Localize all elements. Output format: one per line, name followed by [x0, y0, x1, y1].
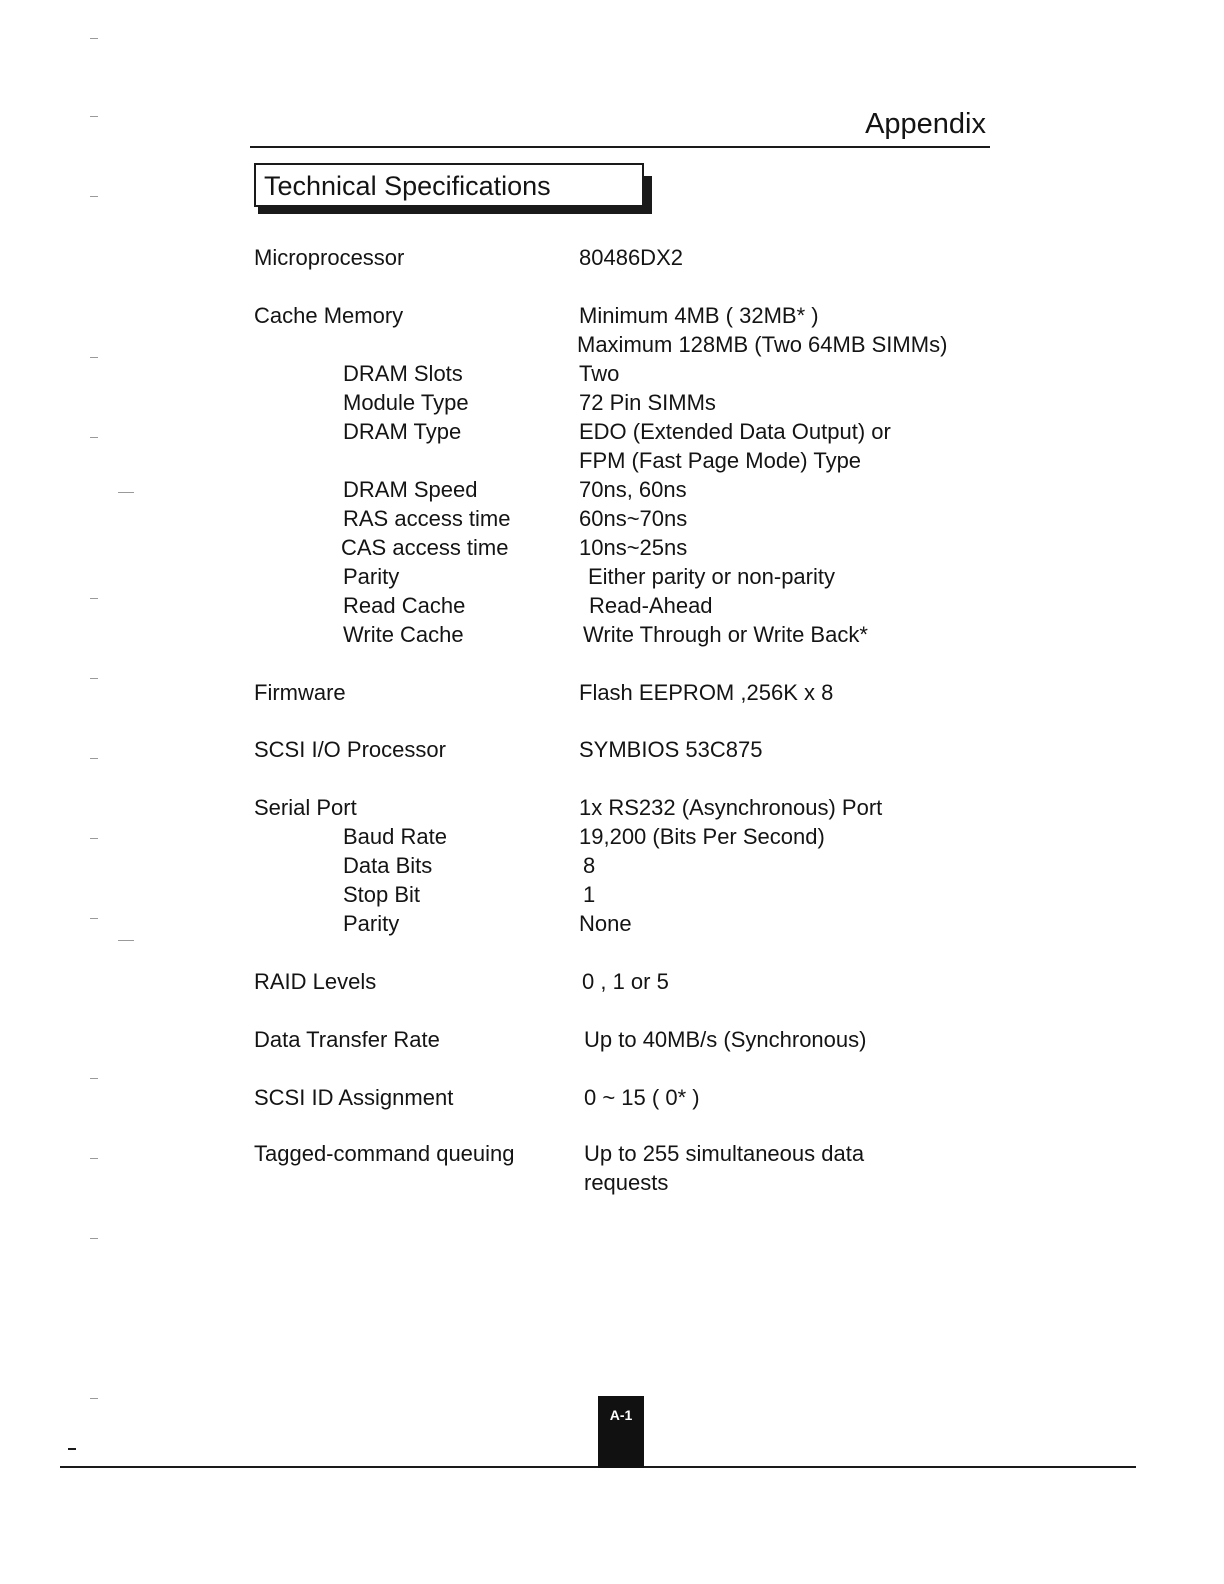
margin-mark — [90, 1398, 98, 1399]
spec-label-firmware: Firmware — [254, 680, 346, 705]
spec-label-cache-memory: Cache Memory — [254, 303, 404, 328]
margin-mark — [118, 940, 134, 941]
spec-label-ras-access: RAS access time — [343, 506, 511, 531]
margin-mark — [90, 678, 98, 679]
page-header-title: Appendix — [865, 108, 986, 140]
spec-value-serial-port: 1x RS232 (Asynchronous) Port — [579, 795, 883, 820]
margin-mark — [90, 1078, 98, 1079]
spec-label-tagged-queuing: Tagged-command queuing — [254, 1141, 515, 1166]
spec-value-module-type: 72 Pin SIMMs — [579, 390, 716, 415]
spec-label-write-cache: Write Cache — [343, 622, 464, 647]
spec-value-raid-levels: 0 , 1 or 5 — [582, 969, 669, 994]
spec-label-microprocessor: Microprocessor — [254, 245, 405, 270]
spec-label-dram-slots: DRAM Slots — [343, 361, 463, 386]
margin-mark — [90, 918, 98, 919]
margin-mark — [90, 1158, 98, 1159]
spec-value-parity: Either parity or non-parity — [588, 564, 835, 589]
spec-label-module-type: Module Type — [343, 390, 469, 415]
margin-mark — [90, 758, 98, 759]
page-number-tab — [598, 1396, 644, 1468]
spec-label-dram-speed: DRAM Speed — [343, 477, 478, 502]
spec-label-scsi-id: SCSI ID Assignment — [254, 1085, 454, 1110]
spec-value-cache-min: Minimum 4MB ( 32MB* ) — [579, 303, 819, 328]
margin-mark — [90, 116, 98, 117]
spec-value-baud-rate: 19,200 (Bits Per Second) — [579, 824, 825, 849]
spec-value-dram-type-1: EDO (Extended Data Output) or — [579, 419, 891, 444]
spec-label-cas-access: CAS access time — [341, 535, 509, 560]
margin-mark — [90, 1238, 98, 1239]
spec-label-dram-type: DRAM Type — [343, 419, 462, 444]
margin-mark — [90, 38, 98, 39]
spec-value-microprocessor: 80486DX2 — [579, 245, 683, 270]
spec-label-serial-parity: Parity — [343, 911, 400, 936]
spec-value-dram-speed: 70ns, 60ns — [579, 477, 687, 502]
spec-value-dram-type-2: FPM (Fast Page Mode) Type — [579, 448, 862, 473]
spec-label-scsi-io: SCSI I/O Processor — [254, 737, 446, 762]
spec-value-dram-slots: Two — [579, 361, 620, 386]
spec-value-firmware: Flash EEPROM ,256K x 8 — [579, 680, 834, 705]
spec-value-scsi-id: 0 ~ 15 ( 0* ) — [584, 1085, 700, 1110]
margin-mark — [90, 598, 98, 599]
page-number: A-1 — [609, 1407, 633, 1423]
margin-mark — [90, 196, 98, 197]
spec-value-cache-max: Maximum 128MB (Two 64MB SIMMs) — [577, 332, 948, 357]
spec-value-cas-access: 10ns~25ns — [579, 535, 688, 560]
spec-value-data-bits: 8 — [583, 853, 596, 878]
spec-value-read-cache: Read-Ahead — [589, 593, 713, 618]
section-title: Technical Specifications — [264, 171, 551, 201]
spec-label-stop-bit: Stop Bit — [343, 882, 421, 907]
margin-mark — [118, 492, 134, 493]
crop-mark — [68, 1448, 76, 1450]
spec-label-raid-levels: RAID Levels — [254, 969, 377, 994]
spec-value-serial-parity: None — [579, 911, 632, 936]
margin-mark — [90, 437, 98, 438]
spec-label-parity: Parity — [343, 564, 400, 589]
margin-mark — [90, 838, 98, 839]
spec-label-baud-rate: Baud Rate — [343, 824, 447, 849]
spec-label-read-cache: Read Cache — [343, 593, 466, 618]
spec-value-write-cache: Write Through or Write Back* — [583, 622, 868, 647]
spec-label-serial-port: Serial Port — [254, 795, 357, 820]
spec-value-ras-access: 60ns~70ns — [579, 506, 688, 531]
spec-value-tagged-queuing-2: requests — [584, 1170, 669, 1195]
spec-label-data-bits: Data Bits — [343, 853, 433, 878]
margin-mark — [90, 357, 98, 358]
spec-label-transfer-rate: Data Transfer Rate — [254, 1027, 440, 1052]
spec-value-stop-bit: 1 — [583, 882, 596, 907]
spec-value-tagged-queuing-1: Up to 255 simultaneous data — [584, 1141, 865, 1166]
spec-value-scsi-io: SYMBIOS 53C875 — [579, 737, 763, 762]
spec-value-transfer-rate: Up to 40MB/s (Synchronous) — [584, 1027, 867, 1052]
